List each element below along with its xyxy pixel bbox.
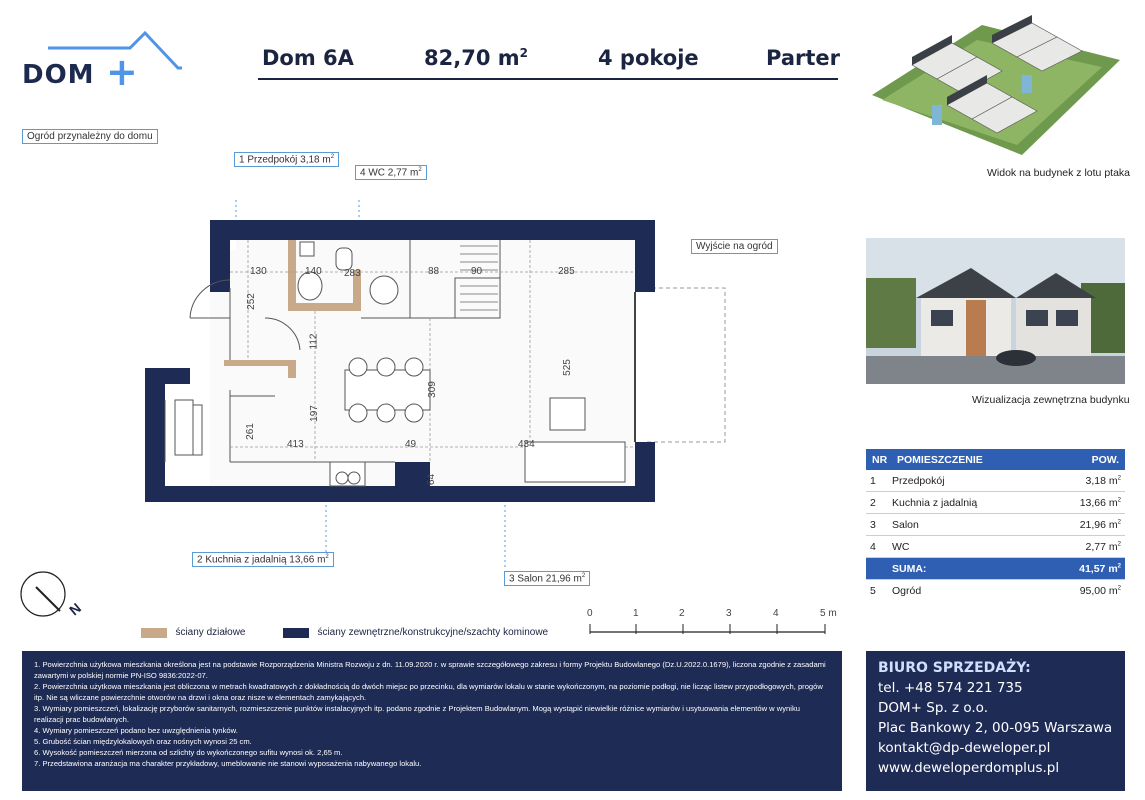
- table-row: 4 WC 2,77 $m^2$: [866, 536, 1125, 558]
- legend-external: ściany zewnętrzne/konstrukcyjne/szachty kominowe: [283, 624, 548, 642]
- note-1: 1. Powierzchnia użytkowa mieszkania określona jest na podstawie Rozporządzenia Ministra Rozwoju z dn. 11.09.2020 r. w sprawie szczegółowego zakresu i formy Projektu Budowlanego (Dz.U.2022.0.1679), liczona zgodnie z zasadami zawartymi w polskiej normie PN-ISO 9836:2022-07.: [34, 660, 826, 680]
- contact-title: BIURO SPRZEDAŻY:: [878, 660, 1031, 676]
- dim-525: 525: [561, 359, 573, 376]
- contact-panel: [866, 651, 1125, 791]
- dim-90: 90: [471, 266, 483, 277]
- room1-label: 1 Przedpokój 3,18 $m^2$: [234, 152, 339, 167]
- note-5: 5. Grubość ścian międzylokalowych oraz nośnych wynosi 25 cm.: [34, 737, 252, 746]
- room2-label: 2 Kuchnia z jadalnią 13,66 $m^2$: [192, 552, 334, 567]
- scale-tick-2: 2: [679, 608, 685, 619]
- table-header: [866, 449, 1125, 470]
- dim-49: 49: [405, 439, 417, 450]
- table-row: 2 Kuchnia z jadalnią 13,66 $m^2$: [866, 492, 1125, 514]
- floor-plan: [140, 200, 760, 600]
- dim-285: 285: [558, 266, 575, 277]
- garden-label: Ogród przynależny do domu: [22, 129, 158, 144]
- notes-panel: [22, 651, 842, 791]
- compass-letter: N: [66, 599, 85, 619]
- dim-252: 252: [245, 293, 257, 310]
- table-row: 5 Ogród 95,00 $m^2$: [870, 584, 1121, 597]
- room3-label: 3 Salon 21,96 $m^2$: [504, 571, 590, 586]
- note-4: 4. Wymiary pomieszczeń podano bez uwzględnienia tynków.: [34, 726, 238, 735]
- street-caption: Wizualizacja zewnętrzna budynku: [972, 394, 1130, 406]
- logo[interactable]: [20, 28, 185, 92]
- dim-309: 309: [426, 381, 438, 398]
- dim-130: 130: [250, 266, 267, 277]
- aerial-caption: Widok na budynek z lotu ptaka: [987, 167, 1131, 179]
- scale-tick-5: 5 m: [820, 608, 837, 619]
- compass: [18, 567, 88, 623]
- floor-level: Parter: [766, 46, 840, 70]
- aerial-photo: [872, 5, 1120, 155]
- note-7: 7. Przedstawiona aranżacja ma charakter przykładowy, umeblowanie nie stanowi wyposażenia nabywanego lokalu.: [34, 759, 422, 768]
- th-nr: NR: [872, 454, 888, 466]
- exit-label: Wyjście na ogród: [691, 239, 778, 254]
- room4-label: 4 WC 2,77 $m^2$: [355, 165, 427, 180]
- note-2: 2. Powierzchnia użytkowa mieszkania jest obliczona w metrach kwadratowych z dokładnością do dwóch miejsc po przecinku, dla wymiarów lokalu w stanie wykończonym, na poziomie podłogi, nie licząc listew przypodłogowych, progów itp. Nie są wliczane powierzchnie otworów na drzwi i okna oraz nisze w elementach zamykających.: [34, 682, 823, 702]
- dim-283: 283: [344, 268, 361, 279]
- scale-bar: [580, 606, 840, 636]
- th-room: POMIESZCZENIE: [897, 454, 983, 466]
- dim-140: 140: [305, 266, 322, 277]
- partition-swatch: [141, 628, 167, 638]
- scale-tick-4: 4: [773, 608, 779, 619]
- dim-261: 261: [244, 423, 256, 440]
- house-number: Dom 6A: [262, 46, 354, 70]
- contact-address: Plac Bankowy 2, 00-095 Warszawa: [878, 720, 1113, 736]
- header-bar: [258, 44, 838, 80]
- table-sum-row: SUMA: 41,57 $m^2$: [866, 558, 1125, 580]
- logo-plus: +: [106, 50, 138, 94]
- street-photo: [866, 238, 1125, 384]
- table-row: 1 Przedpokój 3,18 $m^2$: [866, 470, 1125, 492]
- scale-tick-1: 1: [633, 608, 639, 619]
- room-count: 4 pokoje: [598, 46, 699, 70]
- legend-partition: ściany działowe: [141, 624, 246, 642]
- th-area: POW.: [1091, 454, 1119, 466]
- logo-text: DOM: [22, 60, 95, 90]
- note-3: 3. Wymiary pomieszczeń, lokalizację przyborów sanitarnych, rozmieszczenie punktów instalacyjnych itp. podano zgodnie z Projektem Budowlanym. Mogą wystąpić niewielkie różnice wymiarów i usytuowania elementów w wyniku realizacji prac budowlanych.: [34, 704, 800, 724]
- house-area: 82,70 $m^2$: [424, 46, 528, 70]
- contact-email[interactable]: kontakt@dp-deweloper.pl: [878, 740, 1051, 756]
- dim-112: 112: [308, 333, 320, 350]
- scale-tick-3: 3: [726, 608, 732, 619]
- dim-88: 88: [428, 266, 440, 277]
- contact-web[interactable]: www.deweloperdomplus.pl: [878, 760, 1060, 776]
- note-6: 6. Wysokość pomieszczeń mierzona od szlichty do wykończonego sufitu wynosi ok. 2,65 m.: [34, 748, 343, 757]
- dim-64: 64: [426, 473, 438, 486]
- contact-phone[interactable]: tel. +48 574 221 735: [878, 680, 1023, 696]
- scale-tick-0: 0: [587, 608, 593, 619]
- table-row: 3 Salon 21,96 $m^2$: [866, 514, 1125, 536]
- room-table: [866, 449, 1125, 601]
- contact-company: DOM+ Sp. z o.o.: [878, 700, 988, 716]
- dim-413: 413: [287, 439, 304, 450]
- dim-197: 197: [308, 405, 320, 422]
- external-swatch: [283, 628, 309, 638]
- dim-434: 434: [518, 439, 535, 450]
